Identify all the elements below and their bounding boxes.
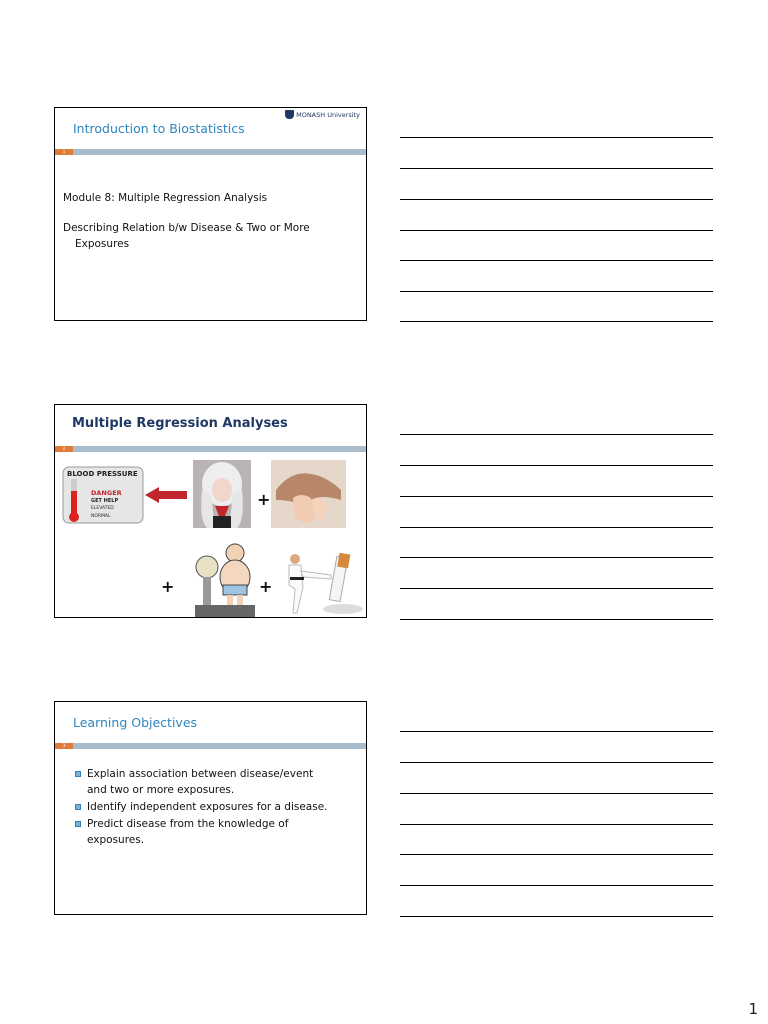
plus-sign-3: + [259, 577, 273, 596]
bp-elevated-text: ELEVATED [91, 506, 114, 511]
objective-line: exposures. [87, 834, 145, 846]
note-line [400, 854, 713, 855]
slide-number: 3 [55, 743, 73, 749]
page-number: 1 [748, 1000, 758, 1018]
objective-item [75, 766, 355, 798]
note-line [400, 496, 713, 497]
square-bullet-icon [75, 821, 81, 827]
note-line [400, 824, 713, 825]
note-line [400, 168, 713, 169]
karate-cigarette-image [281, 545, 365, 615]
note-line [400, 199, 713, 200]
slide-number: 1 [55, 149, 73, 155]
title-bar [55, 446, 366, 452]
plus-sign-2: + [161, 577, 175, 596]
slide-1 [54, 107, 367, 321]
bp-danger-text: DANGER [91, 489, 122, 497]
note-line [400, 465, 713, 466]
note-line [400, 434, 713, 435]
slide-title: Introduction to Biostatistics [73, 121, 245, 136]
slide-2 [54, 404, 367, 618]
bp-normal-text: NORMAL [91, 514, 111, 519]
note-line [400, 321, 713, 322]
slide-3 [54, 701, 367, 915]
objective-item [75, 816, 355, 848]
note-line [400, 588, 713, 589]
note-line [400, 137, 713, 138]
objective-line: Identify independent exposures for a disease. [87, 801, 328, 813]
description-line-1: Describing Relation b/w Disease & Two or More [63, 222, 310, 234]
monash-shield-icon [285, 110, 294, 119]
objective-item [75, 799, 355, 815]
grey-hair-person-image [193, 460, 251, 528]
title-bar [55, 743, 366, 749]
square-bullet-icon [75, 804, 81, 810]
bp-get-help-text: GET HELP [91, 498, 119, 504]
slide-title: Learning Objectives [73, 715, 198, 730]
title-bar [55, 149, 366, 155]
note-line [400, 260, 713, 261]
objective-line: Explain association between disease/event [87, 768, 314, 780]
note-line [400, 731, 713, 732]
note-line [400, 230, 713, 231]
note-line [400, 527, 713, 528]
note-line [400, 291, 713, 292]
bp-sign-text: BLOOD PRESSURE [67, 470, 138, 478]
slide-title: Multiple Regression Analyses [72, 416, 288, 431]
objective-line: and two or more exposures. [87, 784, 235, 796]
note-line [400, 762, 713, 763]
slide-number: 2 [55, 446, 73, 452]
note-line [400, 619, 713, 620]
logo-text: MONASH University [296, 110, 360, 119]
note-line [400, 793, 713, 794]
monash-logo [285, 110, 360, 119]
note-line [400, 885, 713, 886]
module-heading: Module 8: Multiple Regression Analysis [63, 192, 268, 204]
note-line [400, 557, 713, 558]
objective-line: Predict disease from the knowledge of [87, 818, 289, 830]
overweight-man-scale-image [193, 539, 257, 618]
blood-pressure-image [61, 465, 189, 525]
plus-sign-1: + [257, 490, 271, 509]
square-bullet-icon [75, 771, 81, 777]
note-line [400, 916, 713, 917]
hands-image [271, 460, 346, 528]
objectives-list [75, 766, 355, 849]
description-line-2: Exposures [75, 238, 130, 250]
